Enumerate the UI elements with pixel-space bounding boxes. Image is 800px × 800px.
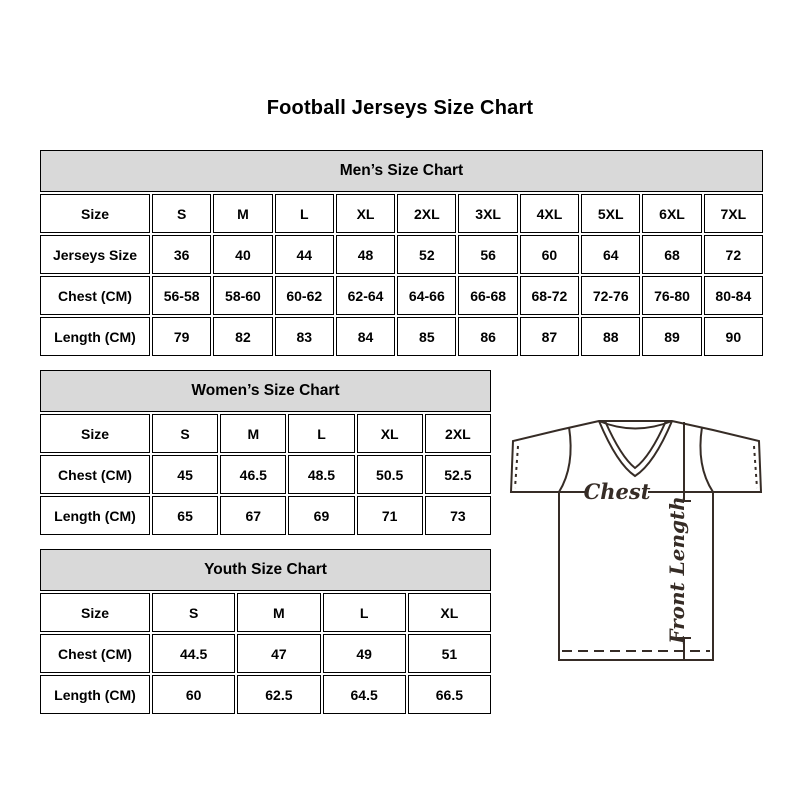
table-cell: 62-64 <box>336 276 395 315</box>
table-header-cell: 7XL <box>704 194 763 233</box>
table-cell: 56 <box>458 235 517 274</box>
table-cell: 76-80 <box>642 276 701 315</box>
table-title: Women’s Size Chart <box>40 370 491 412</box>
chest-label: Chest <box>583 479 651 504</box>
table-row <box>40 317 763 356</box>
row-label-cell: Chest (CM) <box>40 634 150 673</box>
table-cell: 64-66 <box>397 276 456 315</box>
table-header-cell: S <box>152 194 211 233</box>
row-label-cell: Length (CM) <box>40 496 150 535</box>
table-cell: 80-84 <box>704 276 763 315</box>
jersey-outline <box>511 421 761 660</box>
table-title: Youth Size Chart <box>40 549 491 591</box>
table-cell: 71 <box>357 496 423 535</box>
jersey-diagram-svg <box>502 408 770 670</box>
table-cell: 60 <box>520 235 579 274</box>
table-header-cell: 3XL <box>458 194 517 233</box>
table-cell: 48 <box>336 235 395 274</box>
table-cell: 65 <box>152 496 218 535</box>
table-cell: 44 <box>275 235 334 274</box>
table-cell: 68-72 <box>520 276 579 315</box>
table-cell: 66.5 <box>408 675 491 714</box>
row-label-cell: Chest (CM) <box>40 276 150 315</box>
table-cell: 84 <box>336 317 395 356</box>
table-cell: 36 <box>152 235 211 274</box>
front-length-label: Front Length <box>665 496 689 644</box>
table-row <box>40 235 763 274</box>
table-header-cell: 2XL <box>425 414 491 453</box>
table-header-cell: XL <box>336 194 395 233</box>
table-cell: 58-60 <box>213 276 272 315</box>
table-header-cell: M <box>237 593 320 632</box>
table-cell: 79 <box>152 317 211 356</box>
table-cell: 67 <box>220 496 286 535</box>
table-cell: 72-76 <box>581 276 640 315</box>
table-cell: 50.5 <box>357 455 423 494</box>
table-cell: 69 <box>288 496 354 535</box>
womens-size-table <box>38 368 493 537</box>
table-row <box>40 675 491 714</box>
table-cell: 40 <box>213 235 272 274</box>
table-header-cell: XL <box>357 414 423 453</box>
row-label-cell: Length (CM) <box>40 317 150 356</box>
table-cell: 66-68 <box>458 276 517 315</box>
table-header-cell: 5XL <box>581 194 640 233</box>
table-cell: 60-62 <box>275 276 334 315</box>
table-cell: 45 <box>152 455 218 494</box>
table-cell: 87 <box>520 317 579 356</box>
row-label-cell: Chest (CM) <box>40 455 150 494</box>
table-cell: 83 <box>275 317 334 356</box>
table-cell: 60 <box>152 675 235 714</box>
table-cell: 48.5 <box>288 455 354 494</box>
table-header-cell: S <box>152 414 218 453</box>
table-cell: 85 <box>397 317 456 356</box>
table-header-cell: 2XL <box>397 194 456 233</box>
table-header-cell: M <box>213 194 272 233</box>
table-row <box>40 276 763 315</box>
jersey-measurement-diagram <box>502 408 770 670</box>
table-cell: 86 <box>458 317 517 356</box>
table-cell: 90 <box>704 317 763 356</box>
table-header-cell: Size <box>40 593 150 632</box>
youth-size-table <box>38 547 493 716</box>
table-cell: 52.5 <box>425 455 491 494</box>
table-cell: 72 <box>704 235 763 274</box>
table-cell: 73 <box>425 496 491 535</box>
table-cell: 56-58 <box>152 276 211 315</box>
table-cell: 88 <box>581 317 640 356</box>
table-row <box>40 496 491 535</box>
table-header-cell: L <box>275 194 334 233</box>
table-row <box>40 455 491 494</box>
table-header-cell: S <box>152 593 235 632</box>
table-header-cell: Size <box>40 194 150 233</box>
table-header-cell: L <box>288 414 354 453</box>
table-cell: 44.5 <box>152 634 235 673</box>
mens-size-table <box>38 148 765 358</box>
table-cell: 47 <box>237 634 320 673</box>
table-cell: 51 <box>408 634 491 673</box>
table-title: Men’s Size Chart <box>40 150 763 192</box>
table-cell: 68 <box>642 235 701 274</box>
table-cell: 64 <box>581 235 640 274</box>
table-cell: 82 <box>213 317 272 356</box>
table-row <box>40 634 491 673</box>
table-header-cell: L <box>323 593 406 632</box>
table-cell: 64.5 <box>323 675 406 714</box>
table-header-cell: XL <box>408 593 491 632</box>
table-cell: 52 <box>397 235 456 274</box>
row-label-cell: Length (CM) <box>40 675 150 714</box>
table-cell: 62.5 <box>237 675 320 714</box>
page-title: Football Jerseys Size Chart <box>266 97 534 119</box>
table-header-cell: M <box>220 414 286 453</box>
table-cell: 89 <box>642 317 701 356</box>
table-header-cell: 4XL <box>520 194 579 233</box>
table-cell: 46.5 <box>220 455 286 494</box>
row-label-cell: Jerseys Size <box>40 235 150 274</box>
table-header-cell: 6XL <box>642 194 701 233</box>
table-cell: 49 <box>323 634 406 673</box>
table-header-cell: Size <box>40 414 150 453</box>
